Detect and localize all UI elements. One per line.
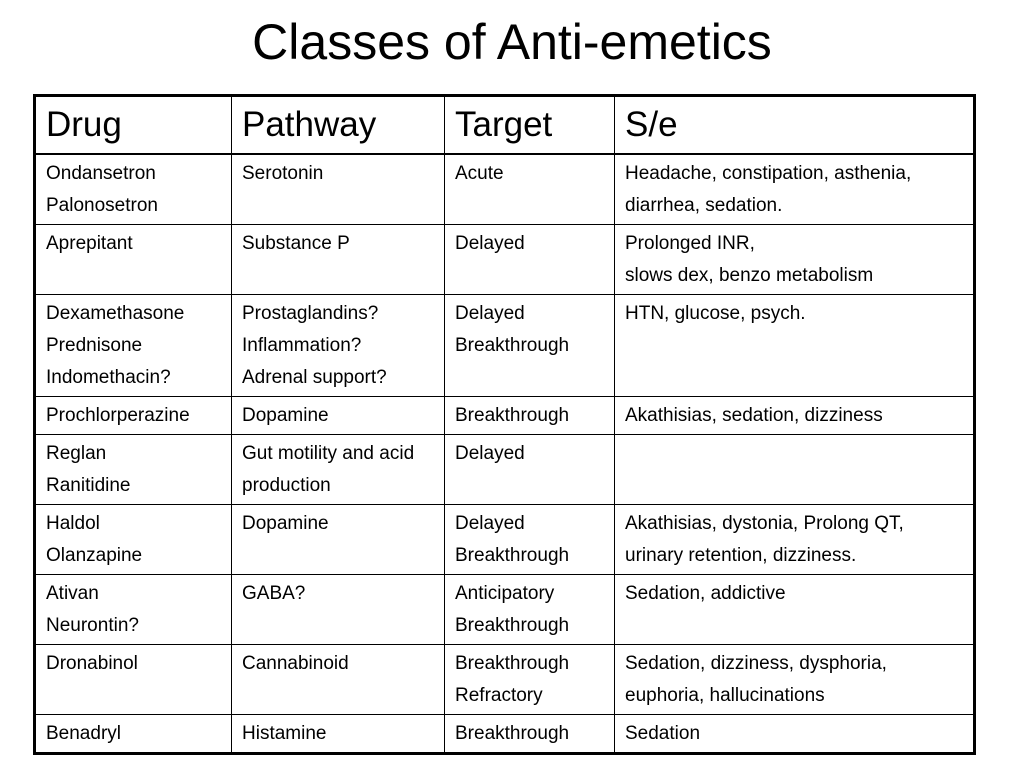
cell-text: Akathisias, dystonia, Prolong QT, urinary retention, dizziness. — [625, 513, 904, 566]
cell-text: Ranitidine — [46, 475, 131, 496]
target-cell — [445, 645, 615, 715]
cell-text: Akathisias, sedation, dizziness — [625, 405, 883, 426]
cell-text: Adrenal support? — [242, 367, 387, 388]
cell-text: Cannabinoid — [242, 653, 349, 674]
cell-text: Substance P — [242, 233, 350, 254]
cell-text: Breakthrough — [455, 335, 570, 356]
cell-text: Dopamine — [242, 513, 329, 534]
target-cell — [445, 715, 615, 754]
cell-text: Indomethacin? — [46, 367, 171, 388]
target-cell — [445, 154, 615, 225]
drug-cell — [35, 715, 232, 754]
cell-text: Inflammation? — [242, 335, 362, 356]
anti-emetics-table — [33, 94, 976, 755]
pathway-cell — [232, 715, 445, 754]
cell-text: Benadryl — [46, 723, 121, 744]
cell-text: Anticipatory — [455, 583, 555, 604]
cell-text: Prochlorperazine — [46, 405, 190, 426]
cell-text: GABA? — [242, 583, 306, 604]
header-drug: Drug — [35, 96, 232, 155]
table-body — [35, 154, 975, 754]
cell-text: Neurontin? — [46, 615, 139, 636]
cell-text: Dexamethasone — [46, 303, 185, 324]
side-effects-cell — [615, 575, 975, 645]
table-row — [35, 575, 975, 645]
cell-text: Gut motility and acid production — [242, 443, 415, 496]
cell-text: Olanzapine — [46, 545, 143, 566]
cell-text: Reglan — [46, 443, 107, 464]
side-effects-cell — [615, 154, 975, 225]
target-cell — [445, 505, 615, 575]
drug-cell — [35, 505, 232, 575]
cell-text: Delayed — [455, 443, 525, 464]
pathway-cell — [232, 397, 445, 435]
side-effects-cell — [615, 505, 975, 575]
cell-text: Delayed — [455, 233, 525, 254]
cell-text: Ondansetron — [46, 163, 156, 184]
cell-text: Breakthrough — [455, 615, 570, 636]
side-effects-cell — [615, 435, 975, 505]
cell-text: Aprepitant — [46, 233, 133, 254]
cell-text: Breakthrough — [455, 723, 570, 744]
cell-text: HTN, glucose, psych. — [625, 303, 806, 324]
cell-text: Prostaglandins? — [242, 303, 379, 324]
cell-text: Dopamine — [242, 405, 329, 426]
cell-text: Histamine — [242, 723, 327, 744]
cell-text: Delayed — [455, 303, 525, 324]
pathway-cell — [232, 645, 445, 715]
cell-text: Haldol — [46, 513, 100, 534]
pathway-cell — [232, 575, 445, 645]
table-row — [35, 505, 975, 575]
drug-cell — [35, 295, 232, 397]
table-row — [35, 154, 975, 225]
side-effects-cell — [615, 225, 975, 295]
table-row — [35, 715, 975, 754]
page-title: Classes of Anti-emetics — [252, 14, 772, 70]
cell-text: Palonosetron — [46, 195, 158, 216]
cell-text: Sedation — [625, 723, 701, 744]
table-row — [35, 435, 975, 505]
target-cell — [445, 225, 615, 295]
cell-text: Breakthrough — [455, 405, 570, 426]
pathway-cell — [232, 505, 445, 575]
target-cell — [445, 397, 615, 435]
side-effects-cell — [615, 397, 975, 435]
drug-cell — [35, 225, 232, 295]
pathway-cell — [232, 154, 445, 225]
drug-cell — [35, 397, 232, 435]
cell-text: Ativan — [46, 583, 99, 604]
cell-text: Breakthrough — [455, 545, 570, 566]
cell-text: Breakthrough — [455, 653, 570, 674]
target-cell — [445, 295, 615, 397]
drug-cell — [35, 575, 232, 645]
header-pathway: Pathway — [232, 96, 445, 155]
table-row — [35, 397, 975, 435]
drug-cell — [35, 645, 232, 715]
drug-cell — [35, 154, 232, 225]
table-row — [35, 645, 975, 715]
cell-text: Prolonged INR, — [625, 233, 755, 254]
cell-text: Refractory — [455, 685, 543, 706]
table-row — [35, 295, 975, 397]
pathway-cell — [232, 295, 445, 397]
target-cell — [445, 575, 615, 645]
cell-text: Delayed — [455, 513, 525, 534]
side-effects-cell — [615, 295, 975, 397]
cell-text: slows dex, benzo metabolism — [625, 265, 874, 286]
cell-text: Sedation, addictive — [625, 583, 786, 604]
cell-text: Dronabinol — [46, 653, 138, 674]
cell-text: Prednisone — [46, 335, 143, 356]
cell-text: Serotonin — [242, 163, 324, 184]
side-effects-cell — [615, 715, 975, 754]
cell-text: Sedation, dizziness, dysphoria, euphoria, hallucinations — [625, 653, 887, 706]
cell-text: Headache, constipation, asthenia, diarrhea, sedation. — [625, 163, 912, 216]
drug-cell — [35, 435, 232, 505]
cell-text: Acute — [455, 163, 504, 184]
table-header-row — [35, 96, 975, 155]
header-target: Target — [445, 96, 615, 155]
target-cell — [445, 435, 615, 505]
table-row — [35, 225, 975, 295]
pathway-cell — [232, 225, 445, 295]
pathway-cell — [232, 435, 445, 505]
header-side-effects: S/e — [615, 96, 975, 155]
side-effects-cell — [615, 645, 975, 715]
